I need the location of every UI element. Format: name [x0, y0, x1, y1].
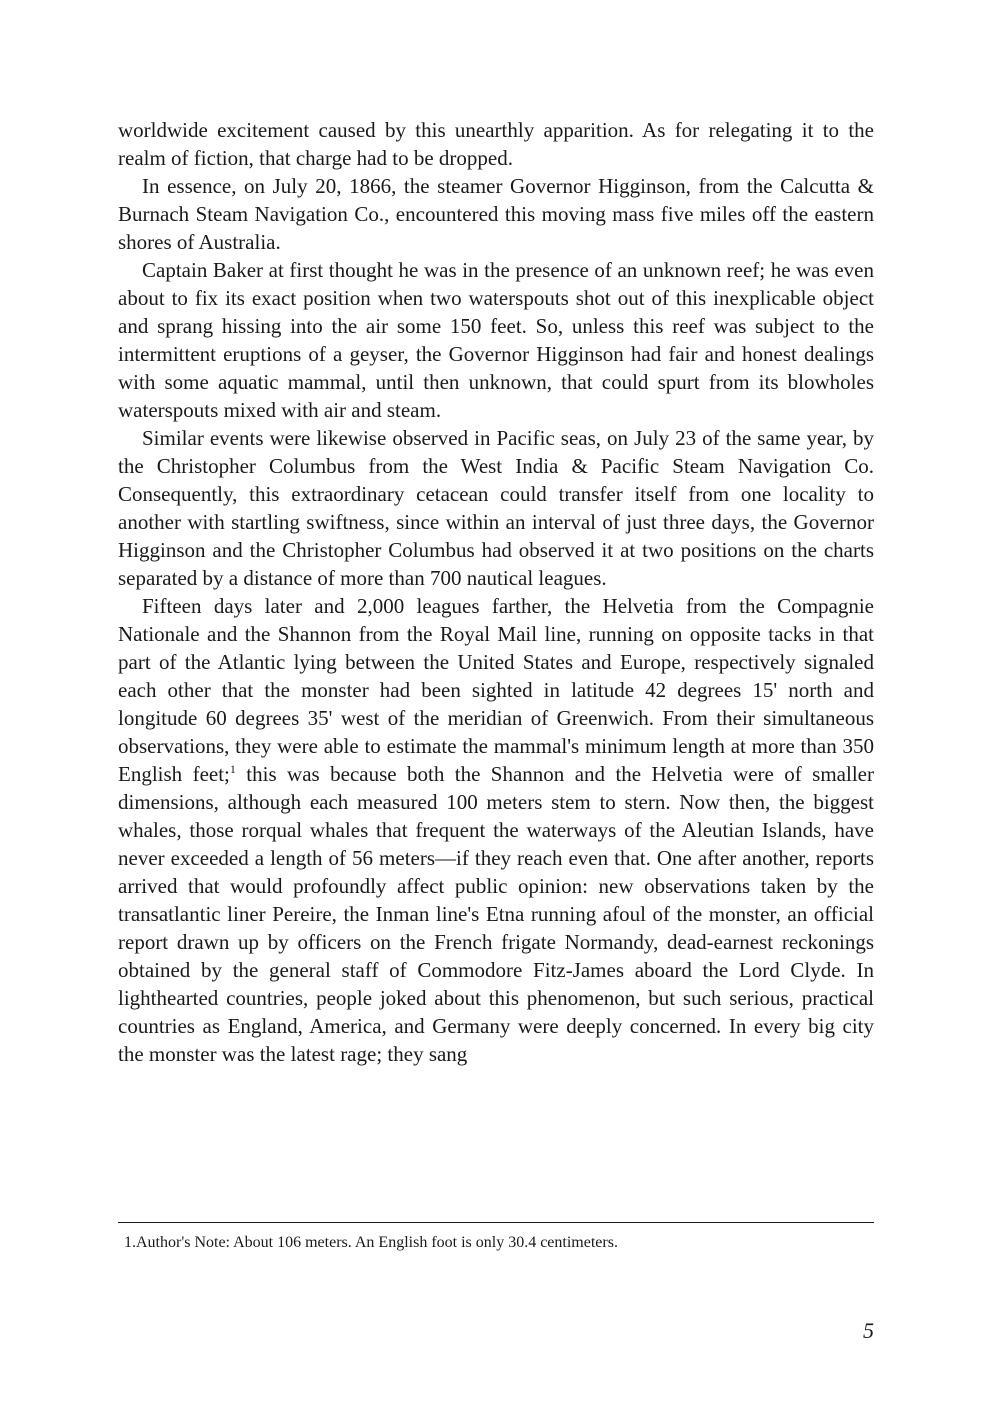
page-body	[118, 116, 874, 1068]
paragraph-5-after-note: this was because both the Shannon and the Helvetia were of smaller dimensions, although each measured 100 meters stem to stern. Now then, the biggest whales, those rorqual whales that frequent the waterways of the Aleutian Islands, have never exceeded a length of 56 meters—if they reach even that. One after another, reports arrived that would profoundly affect public opinion: new observations taken by the transatlantic liner Pereire, the Inman line's Etna running afoul of the monster, an official report drawn up by officers on the French frigate Normandy, dead-earnest reckonings obtained by the general staff of Commodore Fitz-James aboard the Lord Clyde. In lighthearted countries, people joked about this phenomenon, but such serious, practical countries as England, America, and Germany were deeply concerned. In every big city the monster was the latest rage; they sang	[118, 762, 874, 1066]
footnote: 1.Author's Note: About 106 meters. An English foot is only 30.4 centimeters.	[124, 1234, 618, 1251]
paragraph-2: In essence, on July 20, 1866, the steamer Governor Higginson, from the Calcutta & Burnach Steam Navigation Co., encountered this moving mass five miles off the eastern shores of Australia.	[118, 174, 874, 254]
body-text	[118, 116, 874, 1068]
paragraph-3: Captain Baker at first thought he was in the presence of an unknown reef; he was even about to fix its exact position when two waterspouts shot out of this inexplicable object and sprang hissing into the air some 150 feet. So, unless this reef was subject to the intermittent eruptions of a geyser, the Governor Higginson had fair and honest dealings with some aquatic mammal, until then unknown, that could spurt from its blowholes waterspouts mixed with air and steam.	[118, 258, 874, 422]
paragraph-4: Similar events were likewise observed in Pacific seas, on July 23 of the same year, by the Christopher Columbus from the West India & Pacific Steam Navigation Co. Consequently, this extraordinary cetacean could transfer itself from one locality to another with startling swiftness, since within an interval of just three days, the Governor Higginson and the Christopher Columbus had observed it at two positions on the charts separated by a distance of more than 700 nautical leagues.	[118, 426, 874, 590]
footnote-divider	[118, 1222, 874, 1223]
page-number: 5	[863, 1318, 874, 1343]
paragraph-1: worldwide excitement caused by this unearthly apparition. As for relegating it to the realm of fiction, that charge had to be dropped.	[118, 118, 874, 170]
footnote-reference[interactable]: 1	[229, 762, 236, 776]
paragraph-5	[118, 592, 874, 1068]
paragraph-5-before-note: Fifteen days later and 2,000 leagues farther, the Helvetia from the Compagnie Nationale and the Shannon from the Royal Mail line, running on opposite tacks in that part of the Atlantic lying between the United States and Europe, respectively signaled each other that the monster had been sighted in latitude 42 degrees 15' north and longitude 60 degrees 35' west of the meridian of Greenwich. From their simultaneous observations, they were able to estimate the mammal's minimum length at more than 350 English feet;	[118, 594, 874, 786]
